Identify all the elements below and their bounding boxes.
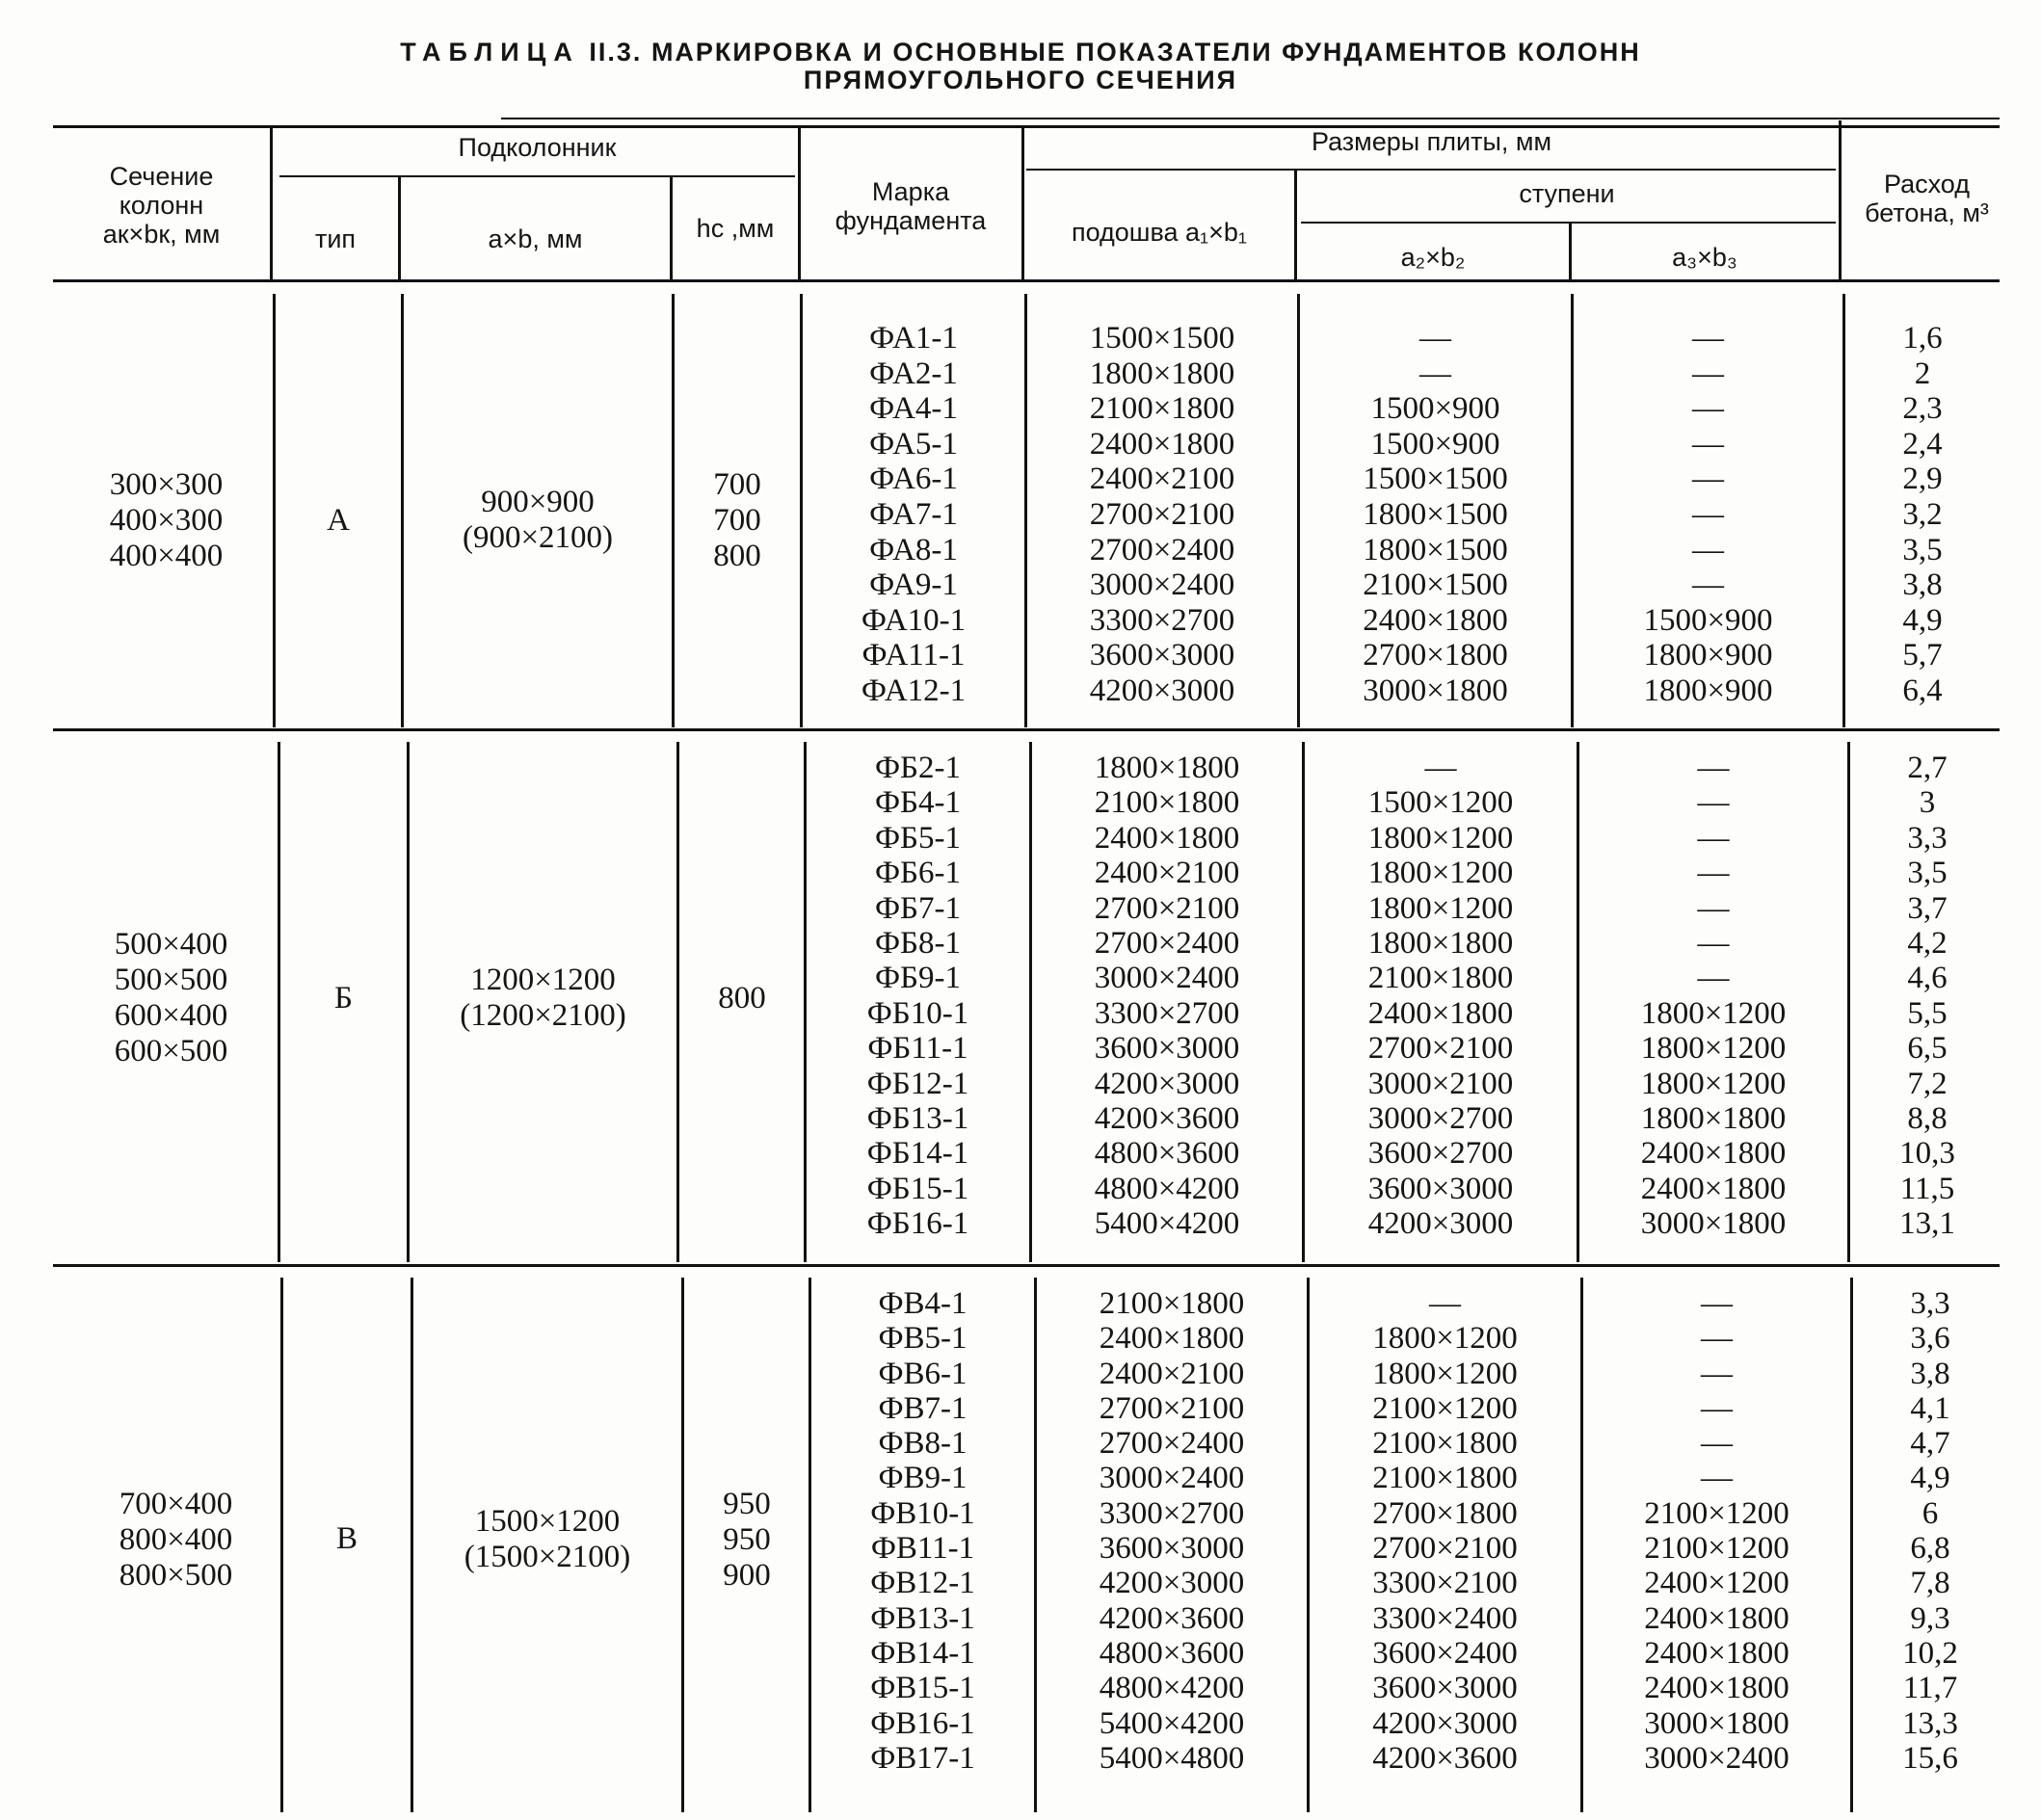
mark-cell: ФА6-1 <box>869 462 958 497</box>
step2-cell: — <box>1429 1286 1461 1321</box>
concrete-cell: 5,7 <box>1902 638 1943 673</box>
step3-cell: 2100×1200 <box>1644 1531 1789 1567</box>
sole-cell: 5400×4800 <box>1099 1740 1245 1776</box>
block-c-step3 <box>1583 1286 1850 1776</box>
mark-cell: ФВ13-1 <box>870 1600 975 1636</box>
header-plate-sizes: Размеры плиты, мм <box>1311 127 1552 156</box>
step3-cell: — <box>1701 1390 1733 1426</box>
block-a-bottom-rule <box>53 728 2000 731</box>
sole-cell: 3000×2400 <box>1099 1461 1245 1496</box>
concrete-cell: 13,1 <box>1899 1206 1955 1242</box>
step3-cell: — <box>1692 321 1724 356</box>
step2-cell: 1500×1500 <box>1363 462 1508 497</box>
step3-cell: 2400×1800 <box>1640 1136 1787 1172</box>
step3-cell: 2400×1800 <box>1640 1171 1787 1206</box>
concrete-cell: 3,2 <box>1902 496 1943 532</box>
step3-cell: 3000×1800 <box>1644 1705 1789 1741</box>
sole-cell: 2400×2100 <box>1089 462 1235 497</box>
mark-cell: ФБ8-1 <box>874 925 961 961</box>
sole-cell: 2100×1800 <box>1089 391 1235 427</box>
block-b-concrete <box>1850 751 2004 1241</box>
header-section-line2: колонн <box>119 191 204 220</box>
sole-cell: 3600×3000 <box>1094 1031 1240 1067</box>
sole-cell: 2400×1800 <box>1099 1321 1245 1357</box>
step3-cell: — <box>1697 785 1730 821</box>
step3-cell: — <box>1692 391 1724 427</box>
concrete-cell: 7,2 <box>1907 1066 1948 1101</box>
sole-cell: 3300×2700 <box>1099 1495 1245 1531</box>
sole-cell: 2400×2100 <box>1099 1356 1245 1391</box>
sole-cell: 2700×2100 <box>1094 890 1240 926</box>
mark-cell: ФА4-1 <box>869 391 958 427</box>
step2-cell: 4200×3600 <box>1372 1740 1518 1776</box>
section-value: 800×500 <box>119 1558 233 1593</box>
step3-cell: 2400×1800 <box>1644 1600 1789 1636</box>
block-b-marks <box>807 751 1029 1241</box>
mark-cell: ФА8-1 <box>869 532 958 567</box>
table-title <box>0 39 2041 94</box>
hc-value: 950 <box>723 1487 771 1521</box>
sole-cell: 3600×3000 <box>1089 638 1235 673</box>
step3-cell: — <box>1697 751 1730 785</box>
header-concrete-line1: Расход <box>1883 170 1970 198</box>
block-b-bottom-rule <box>53 1264 2000 1267</box>
step3-cell: — <box>1697 890 1730 926</box>
mark-cell: ФВ11-1 <box>870 1531 975 1567</box>
header-steps: ступени <box>1519 179 1615 208</box>
step3-cell: — <box>1692 532 1724 567</box>
sole-cell: 4800×4200 <box>1094 1171 1240 1206</box>
axb-value: 1500×1200 <box>474 1504 621 1539</box>
block-a-axb <box>404 485 672 556</box>
block-a-step2 <box>1300 321 1571 709</box>
step2-cell: 2100×1500 <box>1363 567 1508 603</box>
concrete-cell: 8,8 <box>1907 1100 1948 1136</box>
block-b-type: Б <box>334 981 353 1016</box>
mark-cell: ФА1-1 <box>869 321 958 356</box>
header-section-line1: Сечение <box>109 162 214 191</box>
sole-cell: 4800×3600 <box>1094 1136 1240 1172</box>
mark-cell: ФБ11-1 <box>867 1031 968 1067</box>
step2-cell: 2700×2100 <box>1372 1531 1518 1567</box>
header-type: тип <box>314 224 357 253</box>
concrete-cell: 5,5 <box>1907 995 1948 1031</box>
section-value: 600×500 <box>114 1034 228 1068</box>
step3-cell: — <box>1692 496 1724 532</box>
concrete-cell: 3,5 <box>1907 856 1948 891</box>
concrete-cell: 4,9 <box>1902 602 1943 638</box>
step2-cell: 3000×2700 <box>1367 1100 1514 1136</box>
concrete-cell: 3 <box>1919 785 1936 821</box>
step2-cell: 2100×1200 <box>1372 1390 1518 1426</box>
section-value: 400×300 <box>109 503 224 538</box>
header-step2: a₂×b₂ <box>1400 243 1466 272</box>
hc-value: 900 <box>723 1558 771 1593</box>
block-c-soles <box>1037 1286 1307 1776</box>
sole-cell: 4200×3600 <box>1099 1600 1245 1636</box>
header-section <box>53 162 270 249</box>
hc-value: 700 <box>713 467 761 502</box>
step3-cell: 2400×1800 <box>1644 1635 1789 1671</box>
concrete-cell: 3,3 <box>1910 1286 1950 1321</box>
mark-cell: ФА7-1 <box>869 496 958 532</box>
step2-cell: 2700×1800 <box>1363 638 1508 673</box>
header-concrete-line2: бетона, м³ <box>1865 198 1989 227</box>
step3-cell: — <box>1697 961 1730 996</box>
sole-cell: 2700×2400 <box>1089 532 1235 567</box>
step2-cell: 2700×2100 <box>1367 1031 1514 1067</box>
step2-cell: 2100×1800 <box>1372 1426 1518 1462</box>
section-value: 400×400 <box>109 539 224 573</box>
block-a-marks <box>803 321 1024 709</box>
block-a-soles <box>1027 321 1297 709</box>
mark-cell: ФБ13-1 <box>866 1100 969 1136</box>
section-value: 500×400 <box>114 927 228 962</box>
block-c-hc <box>684 1487 809 1594</box>
step3-cell: 1800×900 <box>1643 673 1773 708</box>
sole-cell: 1500×1500 <box>1089 321 1235 356</box>
mark-cell: ФВ9-1 <box>878 1461 967 1496</box>
mark-cell: ФА10-1 <box>861 602 967 638</box>
header-section-line3: aк×bк, мм <box>102 220 221 249</box>
concrete-cell: 9,3 <box>1910 1600 1950 1636</box>
step2-cell: 1800×1500 <box>1363 532 1508 567</box>
concrete-cell: 6,8 <box>1910 1531 1950 1567</box>
block-b-hc <box>679 981 805 1016</box>
mark-cell: ФВ15-1 <box>870 1671 975 1706</box>
concrete-cell: 3,7 <box>1907 890 1948 926</box>
axb-value: (1200×2100) <box>460 998 626 1033</box>
concrete-cell: 4,7 <box>1910 1426 1950 1462</box>
concrete-cell: 4,9 <box>1910 1461 1950 1496</box>
step2-cell: 1800×1800 <box>1367 925 1514 961</box>
step3-cell: 1800×1200 <box>1640 1066 1787 1101</box>
header-mark <box>800 177 1021 235</box>
mark-cell: ФВ5-1 <box>878 1321 967 1357</box>
step2-cell: 1800×1500 <box>1363 496 1508 532</box>
block-c-axb <box>413 1504 681 1575</box>
concrete-cell: 11,5 <box>1899 1171 1955 1206</box>
concrete-cell: 2,3 <box>1902 391 1943 427</box>
mark-cell: ФБ9-1 <box>874 961 961 996</box>
section-value: 600×400 <box>114 998 228 1033</box>
concrete-cell: 3,8 <box>1910 1356 1950 1391</box>
step3-cell: 2400×1200 <box>1644 1566 1789 1601</box>
step3-cell: — <box>1697 820 1730 856</box>
step3-cell: 2400×1800 <box>1644 1671 1789 1706</box>
title-line1: МАРКИРОВКА И ОСНОВНЫЕ ПОКАЗАТЕЛИ ФУНДАМЕНТОВ КОЛОНН <box>650 38 1641 66</box>
block-b-step3 <box>1579 751 1847 1241</box>
mark-cell: ФВ10-1 <box>870 1495 975 1531</box>
vrule <box>270 127 273 281</box>
mark-cell: ФА2-1 <box>869 356 958 391</box>
section-value: 300×300 <box>109 467 224 502</box>
block-a-step3 <box>1574 321 1842 709</box>
mark-cell: ФБ6-1 <box>874 856 961 891</box>
block-b-axb <box>410 963 676 1034</box>
mark-cell: ФВ7-1 <box>878 1390 967 1426</box>
sole-cell: 3000×2400 <box>1094 961 1240 996</box>
section-value: 500×500 <box>114 963 228 997</box>
block-a-sections <box>58 467 275 574</box>
header-bottom-rule <box>53 279 2000 282</box>
step2-cell: 1800×1200 <box>1367 820 1514 856</box>
block-c-marks <box>811 1286 1034 1776</box>
mark-cell: ФВ14-1 <box>870 1635 975 1671</box>
step2-cell: 2100×1800 <box>1372 1461 1518 1496</box>
concrete-cell: 3,6 <box>1910 1321 1950 1357</box>
mark-cell: ФВ8-1 <box>878 1426 967 1462</box>
sole-cell: 4200×3000 <box>1094 1066 1240 1101</box>
step3-cell: 1800×1200 <box>1640 995 1787 1031</box>
podkolonnik-underline <box>279 175 795 177</box>
sole-cell: 2700×2400 <box>1094 925 1240 961</box>
header-mark-line2: фундамента <box>835 206 987 235</box>
step2-cell: 2100×1800 <box>1367 961 1514 996</box>
hc-value: 700 <box>713 503 761 538</box>
axb-value: (1500×2100) <box>464 1540 631 1574</box>
sole-cell: 2400×1800 <box>1089 426 1235 462</box>
title-word: ТАБЛИЦА <box>400 38 580 66</box>
block-c-concrete <box>1853 1286 2007 1776</box>
mark-cell: ФВ12-1 <box>870 1566 975 1601</box>
vrule <box>1839 120 1842 281</box>
block-c-step2 <box>1310 1286 1580 1776</box>
block-c-sections <box>67 1487 284 1594</box>
concrete-cell: 4,2 <box>1907 925 1948 961</box>
mark-cell: ФВ17-1 <box>870 1740 975 1776</box>
concrete-cell: 4,6 <box>1907 961 1948 996</box>
mark-cell: ФБ12-1 <box>866 1066 969 1101</box>
step2-cell: 1500×900 <box>1370 426 1500 462</box>
step2-cell: 4200×3000 <box>1367 1206 1514 1242</box>
axb-value: 1200×1200 <box>470 963 616 997</box>
step2-cell: 3300×2400 <box>1372 1600 1518 1636</box>
sole-cell: 1800×1800 <box>1094 751 1240 785</box>
mark-cell: ФБ2-1 <box>874 751 961 785</box>
step3-cell: 3000×2400 <box>1644 1740 1789 1776</box>
mark-cell: ФБ14-1 <box>866 1136 969 1172</box>
section-value: 800×400 <box>119 1522 233 1557</box>
step2-cell: 4200×3000 <box>1372 1705 1518 1741</box>
title-line2: ПРЯМОУГОЛЬНОГО СЕЧЕНИЯ <box>803 66 1238 94</box>
step3-cell: — <box>1692 462 1724 497</box>
block-b-soles <box>1032 751 1302 1241</box>
step3-cell: 3000×1800 <box>1640 1206 1787 1242</box>
sole-cell: 2400×1800 <box>1094 820 1240 856</box>
concrete-cell: 2,4 <box>1902 426 1943 462</box>
title-number: II.3. <box>589 38 643 66</box>
concrete-cell: 15,6 <box>1902 1740 1958 1776</box>
section-value: 700×400 <box>119 1487 233 1521</box>
hc-value: 800 <box>718 981 766 1016</box>
concrete-cell: 2,9 <box>1902 462 1943 497</box>
header-sole: подошва a₁×b₁ <box>1071 218 1248 247</box>
mark-cell: ФБ7-1 <box>874 890 961 926</box>
hc-value: 950 <box>723 1522 771 1557</box>
step3-cell: — <box>1701 1461 1733 1496</box>
concrete-cell: 10,3 <box>1899 1136 1955 1172</box>
step2-cell: 3000×1800 <box>1363 673 1508 708</box>
step3-cell: — <box>1697 925 1730 961</box>
sole-cell: 3000×2400 <box>1089 567 1235 603</box>
sole-cell: 4800×4200 <box>1099 1671 1245 1706</box>
concrete-cell: 6,5 <box>1907 1031 1948 1067</box>
step2-cell: 1500×900 <box>1370 391 1500 427</box>
mark-cell: ФА11-1 <box>861 638 966 673</box>
concrete-cell: 3,5 <box>1902 532 1943 567</box>
sole-cell: 2700×2100 <box>1099 1390 1245 1426</box>
step3-cell: — <box>1692 567 1724 603</box>
step2-cell: 3600×2700 <box>1367 1136 1514 1172</box>
sole-cell: 3300×2700 <box>1094 995 1240 1031</box>
step3-cell: — <box>1701 1321 1733 1357</box>
mark-cell: ФБ15-1 <box>866 1171 969 1206</box>
step2-cell: 3300×2100 <box>1372 1566 1518 1601</box>
axb-value: 900×900 <box>481 485 595 519</box>
block-a-type: А <box>327 503 350 538</box>
mark-cell: ФА5-1 <box>869 426 958 462</box>
step2-cell: 2700×1800 <box>1372 1495 1518 1531</box>
concrete-cell: 3,8 <box>1902 567 1943 603</box>
mark-cell: ФБ10-1 <box>866 995 969 1031</box>
concrete-cell: 3,3 <box>1907 820 1948 856</box>
header-hc: hс ,мм <box>696 214 775 243</box>
step3-cell: 1800×1200 <box>1640 1031 1787 1067</box>
step3-cell: — <box>1701 1286 1733 1321</box>
step3-cell: 1800×1800 <box>1640 1100 1787 1136</box>
header-step3: a₃×b₃ <box>1672 243 1737 272</box>
step2-cell: 1800×1200 <box>1367 890 1514 926</box>
concrete-cell: 2 <box>1914 356 1931 391</box>
sole-cell: 2700×2100 <box>1089 496 1235 532</box>
sole-cell: 2100×1800 <box>1094 785 1240 821</box>
mark-cell: ФВ4-1 <box>878 1286 967 1321</box>
mark-cell: ФА12-1 <box>861 673 967 708</box>
mark-cell: ФВ16-1 <box>870 1705 975 1741</box>
block-b-sections <box>63 927 279 1069</box>
sole-cell: 1800×1800 <box>1089 356 1235 391</box>
step2-cell: 3000×2100 <box>1367 1066 1514 1101</box>
sole-cell: 4200×3000 <box>1099 1566 1245 1601</box>
step2-cell: 1800×1200 <box>1372 1321 1518 1357</box>
step3-cell: 1800×900 <box>1643 638 1773 673</box>
block-a-concrete <box>1845 321 2000 709</box>
mark-cell: ФА9-1 <box>869 567 958 603</box>
step2-cell: 3600×2400 <box>1372 1635 1518 1671</box>
concrete-cell: 2,7 <box>1907 751 1948 785</box>
header-axb: a×b, мм <box>488 224 583 253</box>
top-rule-right <box>501 118 2000 119</box>
sole-cell: 2700×2400 <box>1099 1426 1245 1462</box>
concrete-cell: 7,8 <box>1910 1566 1950 1601</box>
sole-cell: 5400×4200 <box>1094 1206 1240 1242</box>
concrete-cell: 13,3 <box>1902 1705 1958 1741</box>
step3-cell: — <box>1701 1426 1733 1462</box>
step2-cell: — <box>1424 751 1457 785</box>
step2-cell: 1500×1200 <box>1367 785 1514 821</box>
sole-cell: 2100×1800 <box>1099 1286 1245 1321</box>
step2-cell: — <box>1419 356 1451 391</box>
step2-cell: 2400×1800 <box>1363 602 1508 638</box>
step2-cell: 2400×1800 <box>1367 995 1514 1031</box>
step3-cell: — <box>1701 1356 1733 1391</box>
step3-cell: — <box>1697 856 1730 891</box>
block-a-hc <box>675 467 800 574</box>
step2-cell: 1800×1200 <box>1367 856 1514 891</box>
step2-cell: 1800×1200 <box>1372 1356 1518 1391</box>
step3-cell: 2100×1200 <box>1644 1495 1789 1531</box>
sole-cell: 4200×3600 <box>1094 1100 1240 1136</box>
mark-cell: ФБ16-1 <box>866 1206 969 1242</box>
sole-cell: 4800×3600 <box>1099 1635 1245 1671</box>
header-podkolonnik: Подколонник <box>458 133 617 162</box>
plate-underline <box>1026 169 1836 171</box>
concrete-cell: 11,7 <box>1902 1671 1958 1706</box>
mark-cell: ФВ6-1 <box>878 1356 967 1391</box>
header-mark-line1: Марка <box>871 177 950 206</box>
concrete-cell: 4,1 <box>1910 1390 1950 1426</box>
step3-cell: — <box>1692 356 1724 391</box>
mark-cell: ФБ4-1 <box>874 785 961 821</box>
step3-cell: — <box>1692 426 1724 462</box>
sole-cell: 3600×3000 <box>1099 1531 1245 1567</box>
concrete-cell: 6 <box>1922 1495 1939 1531</box>
axb-value: (900×2100) <box>462 520 614 555</box>
concrete-cell: 10,2 <box>1902 1635 1958 1671</box>
step2-cell: 3600×3000 <box>1372 1671 1518 1706</box>
sole-cell: 4200×3000 <box>1089 673 1235 708</box>
step3-cell: 1500×900 <box>1643 602 1773 638</box>
mark-cell: ФБ5-1 <box>874 820 961 856</box>
sole-cell: 2400×2100 <box>1094 856 1240 891</box>
concrete-cell: 1,6 <box>1902 321 1943 356</box>
concrete-cell: 6,4 <box>1902 673 1943 708</box>
hc-value: 800 <box>713 539 761 573</box>
sole-cell: 3300×2700 <box>1089 602 1235 638</box>
step2-cell: 3600×3000 <box>1367 1171 1514 1206</box>
block-c-type: В <box>335 1521 358 1556</box>
header-concrete <box>1842 170 2011 227</box>
block-b-step2 <box>1305 751 1577 1241</box>
sole-cell: 5400×4200 <box>1099 1705 1245 1741</box>
step2-cell: — <box>1419 321 1451 356</box>
